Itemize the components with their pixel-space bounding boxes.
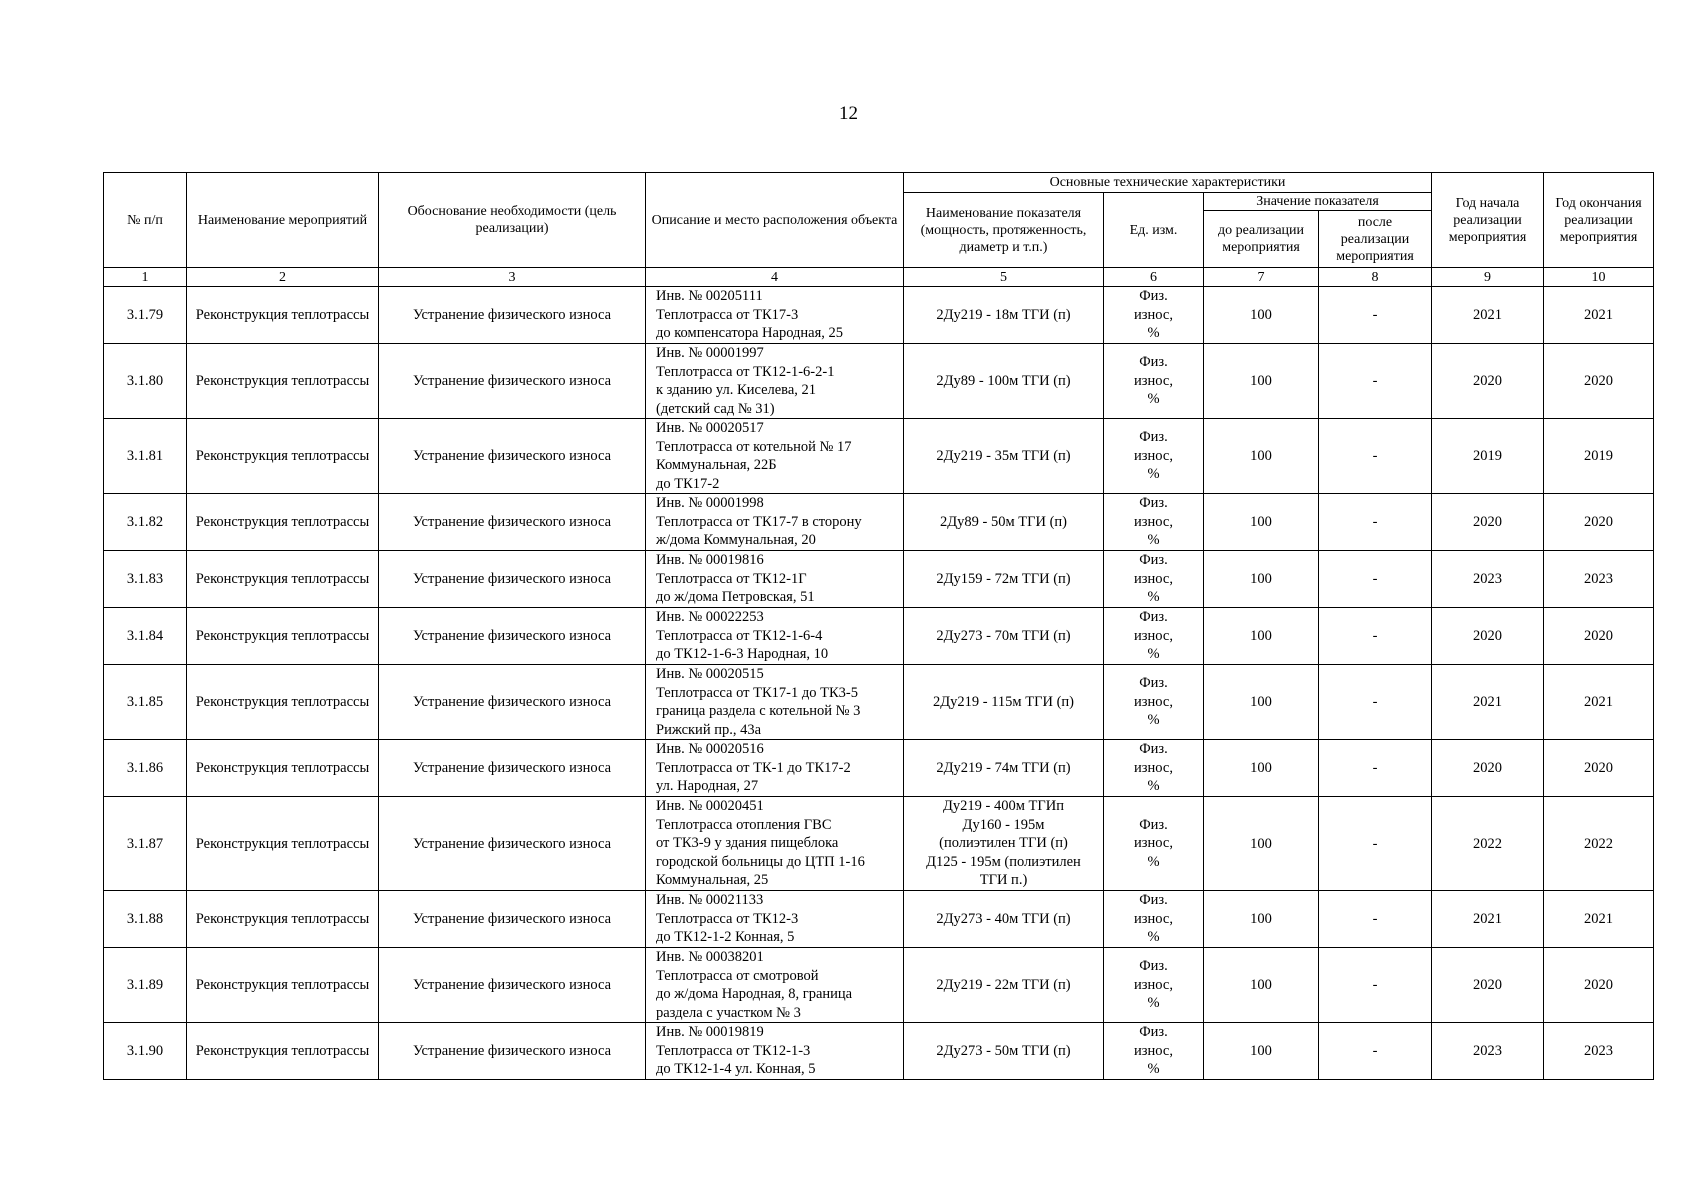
year-end: 2021 — [1544, 287, 1654, 344]
measure-name: Реконструкция теплотрассы — [187, 344, 379, 419]
row-number: 3.1.83 — [104, 551, 187, 608]
indicator-name-line: 2Ду273 - 40м ТГИ (п) — [936, 910, 1071, 927]
indicator-name-line: 2Ду89 - 50м ТГИ (п) — [939, 513, 1068, 530]
header-before: до реализации мероприятия — [1204, 211, 1319, 268]
year-start: 2023 — [1432, 551, 1544, 608]
year-start: 2022 — [1432, 797, 1544, 891]
indicator-name-line: 2Ду219 - 18м ТГИ (п) — [936, 306, 1071, 323]
column-number: 2 — [187, 268, 379, 287]
object-description — [646, 608, 904, 665]
unit-of-measure-line: % — [1147, 589, 1160, 606]
object-description-line: Инв. № 00020517 — [656, 420, 764, 436]
indicator-name-line: Ду160 - 195м — [962, 816, 1045, 833]
unit-of-measure — [1104, 419, 1204, 494]
row-number: 3.1.90 — [104, 1023, 187, 1080]
indicator-name — [904, 344, 1104, 419]
column-number-row — [104, 268, 1654, 287]
measure-reason: Устранение физического износа — [379, 551, 646, 608]
value-after: - — [1319, 665, 1432, 740]
year-end: 2020 — [1544, 948, 1654, 1023]
object-description-line: от ТК3-9 у здания пищеблока — [656, 835, 839, 852]
object-description-line: городской больницы до ЦТП 1-16 — [656, 853, 865, 870]
year-end: 2020 — [1544, 608, 1654, 665]
row-number: 3.1.87 — [104, 797, 187, 891]
indicator-name — [904, 1023, 1104, 1080]
object-description-line: ж/дома Коммунальная, 20 — [656, 532, 816, 549]
value-before: 100 — [1204, 948, 1319, 1023]
object-description-line: Теплотрасса от ТК17-1 до ТК3-5 — [656, 684, 858, 701]
value-after: - — [1319, 494, 1432, 551]
object-description — [646, 287, 904, 344]
unit-of-measure-line: % — [1147, 1061, 1160, 1078]
header-value-group: Значение показателя — [1204, 193, 1432, 211]
value-after: - — [1319, 797, 1432, 891]
unit-of-measure-line: Физ. — [1139, 675, 1168, 692]
header-unit: Ед. изм. — [1104, 193, 1204, 268]
unit-of-measure — [1104, 608, 1204, 665]
value-after: - — [1319, 740, 1432, 797]
value-before: 100 — [1204, 344, 1319, 419]
measure-reason: Устранение физического износа — [379, 740, 646, 797]
column-number: 1 — [104, 268, 187, 287]
unit-of-measure-line: % — [1147, 466, 1160, 483]
indicator-name-line: ТГИ п.) — [979, 872, 1028, 889]
measure-name: Реконструкция теплотрассы — [187, 494, 379, 551]
object-description-line: Инв. № 00038201 — [656, 949, 764, 965]
header-year-end: Год окончания реализации мероприятия — [1544, 173, 1654, 268]
unit-of-measure-line: % — [1147, 646, 1160, 663]
measure-reason: Устранение физического износа — [379, 665, 646, 740]
object-description — [646, 419, 904, 494]
year-end: 2019 — [1544, 419, 1654, 494]
indicator-name — [904, 740, 1104, 797]
year-end: 2023 — [1544, 1023, 1654, 1080]
unit-of-measure-line: износ, — [1134, 306, 1173, 323]
unit-of-measure-line: износ, — [1134, 835, 1173, 852]
year-end: 2020 — [1544, 740, 1654, 797]
unit-of-measure — [1104, 740, 1204, 797]
year-end: 2021 — [1544, 665, 1654, 740]
indicator-name — [904, 419, 1104, 494]
unit-of-measure-line: % — [1147, 995, 1160, 1012]
object-description — [646, 1023, 904, 1080]
object-description — [646, 344, 904, 419]
row-number: 3.1.81 — [104, 419, 187, 494]
object-description-line: Инв. № 00001998 — [656, 495, 764, 512]
header-tech-group: Основные технические характеристики — [904, 173, 1432, 193]
measure-name: Реконструкция теплотрассы — [187, 797, 379, 891]
table-header — [104, 173, 1654, 287]
unit-of-measure-line: износ, — [1134, 447, 1173, 464]
measure-reason: Устранение физического износа — [379, 1023, 646, 1080]
row-number: 3.1.84 — [104, 608, 187, 665]
unit-of-measure-line: износ, — [1134, 976, 1173, 993]
indicator-name-line: 2Ду219 - 22м ТГИ (п) — [936, 976, 1071, 993]
table-row — [104, 608, 1654, 665]
object-description-line: до ж/дома Народная, 8, граница — [656, 986, 853, 1002]
row-number: 3.1.79 — [104, 287, 187, 344]
unit-of-measure-line: износ, — [1134, 627, 1173, 644]
object-description-line: Теплотрасса от ТК12-1-6-2-1 — [656, 363, 835, 380]
year-end: 2021 — [1544, 891, 1654, 948]
object-description — [646, 551, 904, 608]
object-description-line: Коммунальная, 22Б — [656, 457, 777, 473]
page-number: 12 — [839, 103, 858, 124]
indicator-name-line: 2Ду89 - 100м ТГИ (п) — [936, 372, 1071, 389]
object-description — [646, 797, 904, 891]
indicator-name — [904, 665, 1104, 740]
indicator-name-line: 2Ду159 - 72м ТГИ (п) — [936, 570, 1071, 587]
unit-of-measure — [1104, 797, 1204, 891]
header-year-start: Год начала реализации мероприятия — [1432, 173, 1544, 268]
indicator-name-line: 2Ду273 - 70м ТГИ (п) — [936, 627, 1071, 644]
object-description — [646, 494, 904, 551]
unit-of-measure-line: Физ. — [1139, 288, 1168, 305]
year-start: 2020 — [1432, 344, 1544, 419]
measure-reason: Устранение физического износа — [379, 419, 646, 494]
object-description-line: Теплотрасса от ТК-1 до ТК17-2 — [656, 759, 851, 776]
measure-name: Реконструкция теплотрассы — [187, 419, 379, 494]
measure-reason: Устранение физического износа — [379, 494, 646, 551]
value-before: 100 — [1204, 551, 1319, 608]
measure-name: Реконструкция теплотрассы — [187, 608, 379, 665]
unit-of-measure-line: % — [1147, 532, 1160, 549]
object-description-line: Инв. № 00021133 — [656, 892, 764, 909]
object-description-line: Инв. № 00020515 — [656, 666, 764, 682]
indicator-name-line: (полиэтилен ТГИ (п) — [939, 835, 1068, 852]
header-indicator-name: Наименование показателя (мощность, протяженность, диаметр и т.п.) — [904, 193, 1104, 268]
measure-reason: Устранение физического износа — [379, 948, 646, 1023]
value-before: 100 — [1204, 891, 1319, 948]
row-number: 3.1.82 — [104, 494, 187, 551]
unit-of-measure-line: Физ. — [1139, 816, 1168, 833]
indicator-name — [904, 948, 1104, 1023]
object-description-line: до ТК12-1-2 Конная, 5 — [656, 929, 795, 946]
table-row — [104, 797, 1654, 891]
indicator-name — [904, 797, 1104, 891]
object-description-line: до ТК17-2 — [656, 475, 720, 492]
year-end: 2023 — [1544, 551, 1654, 608]
unit-of-measure — [1104, 1023, 1204, 1080]
measure-name: Реконструкция теплотрассы — [187, 1023, 379, 1080]
object-description — [646, 665, 904, 740]
unit-of-measure-line: износ, — [1134, 693, 1173, 710]
value-after: - — [1319, 608, 1432, 665]
object-description-line: Рижский пр., 43а — [656, 721, 762, 738]
unit-of-measure — [1104, 494, 1204, 551]
unit-of-measure-line: Физ. — [1139, 552, 1168, 569]
measure-reason: Устранение физического износа — [379, 797, 646, 891]
column-number: 10 — [1544, 268, 1654, 287]
object-description-line: Инв. № 00019819 — [656, 1024, 764, 1041]
indicator-name-line: Д125 - 195м (полиэтилен — [926, 853, 1081, 870]
object-description-line: Инв. № 00020516 — [656, 741, 764, 758]
column-number: 3 — [379, 268, 646, 287]
value-after: - — [1319, 551, 1432, 608]
unit-of-measure-line: износ, — [1134, 759, 1173, 776]
unit-of-measure-line: Физ. — [1139, 1024, 1168, 1041]
value-after: - — [1319, 419, 1432, 494]
unit-of-measure-line: % — [1147, 853, 1160, 870]
unit-of-measure-line: % — [1147, 778, 1160, 795]
object-description-line: Теплотрасса от ТК12-1-3 — [656, 1042, 811, 1059]
indicator-name — [904, 608, 1104, 665]
indicator-name-line: Ду219 - 400м ТГИп — [943, 798, 1064, 815]
measure-reason: Устранение физического износа — [379, 891, 646, 948]
object-description-line: Теплотрасса от ТК17-7 в сторону — [656, 513, 862, 530]
object-description-line: раздела с участком № 3 — [656, 1004, 801, 1021]
year-start: 2020 — [1432, 740, 1544, 797]
year-end: 2022 — [1544, 797, 1654, 891]
measure-reason: Устранение физического износа — [379, 344, 646, 419]
year-start: 2021 — [1432, 891, 1544, 948]
value-before: 100 — [1204, 1023, 1319, 1080]
table-row — [104, 665, 1654, 740]
measure-name: Реконструкция теплотрассы — [187, 551, 379, 608]
object-description-line: Теплотрасса от смотровой — [656, 967, 819, 984]
unit-of-measure-line: Физ. — [1139, 892, 1168, 909]
object-description-line: к зданию ул. Киселева, 21 — [656, 382, 817, 398]
unit-of-measure — [1104, 344, 1204, 419]
object-description-line: Инв. № 00019816 — [656, 552, 764, 569]
object-description-line: ул. Народная, 27 — [656, 778, 759, 795]
row-number: 3.1.88 — [104, 891, 187, 948]
table-row — [104, 1023, 1654, 1080]
object-description-line: до ТК12-1-4 ул. Конная, 5 — [656, 1061, 816, 1078]
unit-of-measure-line: Физ. — [1139, 495, 1168, 512]
table-row — [104, 494, 1654, 551]
object-description-line: до компенсатора Народная, 25 — [656, 325, 844, 342]
value-after: - — [1319, 1023, 1432, 1080]
value-before: 100 — [1204, 797, 1319, 891]
unit-of-measure-line: Физ. — [1139, 429, 1168, 446]
unit-of-measure-line: Физ. — [1139, 354, 1168, 371]
unit-of-measure-line: износ, — [1134, 570, 1173, 587]
value-before: 100 — [1204, 494, 1319, 551]
unit-of-measure-line: % — [1147, 391, 1160, 408]
measure-reason: Устранение физического износа — [379, 608, 646, 665]
column-number: 5 — [904, 268, 1104, 287]
column-number: 6 — [1104, 268, 1204, 287]
unit-of-measure-line: % — [1147, 929, 1160, 946]
value-before: 100 — [1204, 740, 1319, 797]
row-number: 3.1.80 — [104, 344, 187, 419]
column-number: 4 — [646, 268, 904, 287]
table-row — [104, 891, 1654, 948]
unit-of-measure — [1104, 665, 1204, 740]
object-description — [646, 740, 904, 797]
unit-of-measure-line: Физ. — [1139, 958, 1168, 975]
column-number: 9 — [1432, 268, 1544, 287]
object-description — [646, 948, 904, 1023]
object-description-line: Инв. № 00205111 — [656, 288, 763, 305]
object-description-line: Теплотрасса от ТК12-1-6-4 — [656, 627, 823, 644]
table-row — [104, 344, 1654, 419]
column-number: 8 — [1319, 268, 1432, 287]
year-start: 2020 — [1432, 948, 1544, 1023]
table-row — [104, 948, 1654, 1023]
unit-of-measure — [1104, 551, 1204, 608]
value-after: - — [1319, 344, 1432, 419]
object-description-line: до ж/дома Петровская, 51 — [656, 589, 815, 606]
indicator-name — [904, 551, 1104, 608]
object-description-line: Теплотрасса от ТК17-3 — [656, 306, 799, 323]
unit-of-measure-line: износ, — [1134, 513, 1173, 530]
unit-of-measure — [1104, 287, 1204, 344]
object-description-line: Инв. № 00020451 — [656, 798, 764, 815]
measure-name: Реконструкция теплотрассы — [187, 665, 379, 740]
unit-of-measure-line: % — [1147, 712, 1160, 729]
indicator-name — [904, 891, 1104, 948]
year-start: 2019 — [1432, 419, 1544, 494]
unit-of-measure-line: износ, — [1134, 372, 1173, 389]
value-before: 100 — [1204, 608, 1319, 665]
row-number: 3.1.85 — [104, 665, 187, 740]
object-description-line: Инв. № 00022253 — [656, 609, 764, 626]
object-description — [646, 891, 904, 948]
year-start: 2023 — [1432, 1023, 1544, 1080]
row-number: 3.1.86 — [104, 740, 187, 797]
measure-name: Реконструкция теплотрассы — [187, 287, 379, 344]
header-name: Наименование мероприятий — [187, 173, 379, 268]
year-end: 2020 — [1544, 344, 1654, 419]
unit-of-measure-line: Физ. — [1139, 609, 1168, 626]
year-start: 2021 — [1432, 287, 1544, 344]
unit-of-measure-line: износ, — [1134, 910, 1173, 927]
year-start: 2020 — [1432, 608, 1544, 665]
works-table — [103, 172, 1654, 1080]
table-body — [104, 287, 1654, 1080]
object-description-line: до ТК12-1-6-3 Народная, 10 — [656, 646, 829, 663]
header-reason: Обоснование необходимости (цель реализации) — [379, 173, 646, 268]
unit-of-measure-line: % — [1147, 325, 1160, 342]
indicator-name-line: 2Ду219 - 74м ТГИ (п) — [936, 759, 1071, 776]
header-num: № п/п — [104, 173, 187, 268]
value-after: - — [1319, 891, 1432, 948]
row-number: 3.1.89 — [104, 948, 187, 1023]
unit-of-measure-line: Физ. — [1139, 741, 1168, 758]
indicator-name-line: 2Ду273 - 50м ТГИ (п) — [936, 1042, 1071, 1059]
unit-of-measure — [1104, 891, 1204, 948]
table-row — [104, 740, 1654, 797]
object-description-line: граница раздела с котельной № 3 — [656, 703, 861, 719]
object-description-line: Теплотрасса отопления ГВС — [656, 816, 832, 833]
year-start: 2021 — [1432, 665, 1544, 740]
header-description: Описание и место расположения объекта — [646, 173, 904, 268]
value-before: 100 — [1204, 665, 1319, 740]
measure-name: Реконструкция теплотрассы — [187, 740, 379, 797]
year-end: 2020 — [1544, 494, 1654, 551]
value-before: 100 — [1204, 287, 1319, 344]
value-before: 100 — [1204, 419, 1319, 494]
indicator-name — [904, 494, 1104, 551]
unit-of-measure — [1104, 948, 1204, 1023]
object-description-line: Теплотрасса от ТК12-3 — [656, 910, 799, 927]
value-after: - — [1319, 948, 1432, 1023]
object-description-line: Инв. № 00001997 — [656, 345, 764, 361]
year-start: 2020 — [1432, 494, 1544, 551]
measure-name: Реконструкция теплотрассы — [187, 948, 379, 1023]
table-row — [104, 551, 1654, 608]
column-number: 7 — [1204, 268, 1319, 287]
object-description-line: Коммунальная, 25 — [656, 872, 769, 889]
measure-reason: Устранение физического износа — [379, 287, 646, 344]
value-after: - — [1319, 287, 1432, 344]
object-description-line: Теплотрасса от ТК12-1Г — [656, 570, 807, 587]
unit-of-measure-line: износ, — [1134, 1042, 1173, 1059]
object-description-line: (детский сад № 31) — [656, 400, 775, 417]
table-row — [104, 419, 1654, 494]
header-after: после реализации мероприятия — [1319, 211, 1432, 268]
measure-name: Реконструкция теплотрассы — [187, 891, 379, 948]
indicator-name-line: 2Ду219 - 35м ТГИ (п) — [936, 447, 1071, 464]
object-description-line: Теплотрасса от котельной № 17 — [656, 438, 852, 455]
indicator-name-line: 2Ду219 - 115м ТГИ (п) — [933, 693, 1074, 710]
table-row — [104, 287, 1654, 344]
indicator-name — [904, 287, 1104, 344]
